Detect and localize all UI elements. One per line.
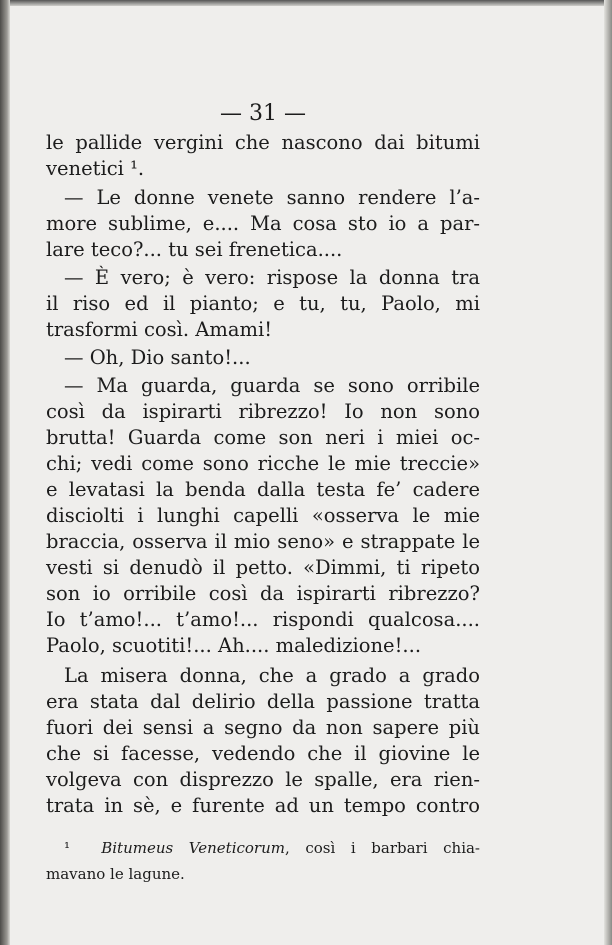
text-line: Io t’amo!... t’amo!... rispondi qualcosa....	[46, 608, 480, 631]
text-line: trasformi così. Amami!	[46, 318, 273, 341]
text-line: braccia, osserva il mio seno» e strappate le	[46, 530, 480, 553]
text-line: venetici ¹.	[46, 157, 145, 180]
footnote-text: , così i barbari chia-	[285, 839, 481, 857]
text-line: La misera donna, che a grado a grado	[64, 664, 480, 687]
text-line: Paolo, scuotiti!... Ah.... maledizione!...	[46, 634, 422, 657]
footnote	[46, 838, 480, 858]
page-top-edge	[0, 0, 612, 6]
text-line: il riso ed il pianto; e tu, tu, Paolo, mi	[46, 292, 480, 315]
text-line: lare teco?... tu sei frenetica....	[46, 238, 343, 261]
text-line: — Ma guarda, guarda se sono orribile	[64, 374, 480, 397]
text-line: trata in sè, e furente ad un tempo contro	[46, 794, 480, 817]
text-line: fuori dei sensi a segno da non sapere più	[46, 716, 480, 739]
text-line: che si facesse, vedendo che il giovine le	[46, 742, 480, 765]
footnote-marker: ¹	[64, 839, 71, 857]
text-line: così da ispirarti ribrezzo! Io non sono	[46, 400, 480, 423]
text-line: brutta! Guarda come son neri i miei oc-	[46, 426, 480, 449]
page-number: — 31 —	[220, 101, 306, 126]
text-line: son io orribile così da ispirarti ribrezzo?	[46, 582, 480, 605]
text-line: chi; vedi come sono ricche le mie treccie»	[46, 452, 480, 475]
text-line: volgeva con disprezzo le spalle, era rien-	[46, 768, 480, 791]
text-line: vesti si denudò il petto. «Dimmi, ti ripeto	[46, 556, 480, 579]
page-right-edge	[604, 0, 612, 945]
text-line: — Oh, Dio santo!...	[64, 346, 251, 369]
footnote-italic-term: Bitumeus Veneticorum	[101, 839, 285, 857]
text-line: — Le donne venete sanno rendere l’a-	[64, 186, 480, 209]
text-line: era stata dal delirio della passione tratta	[46, 690, 480, 713]
text-line: disciolti i lunghi capelli «osserva le mie	[46, 504, 480, 527]
text-line: le pallide vergini che nascono dai bitumi	[46, 131, 480, 154]
footnote-continuation: mavano le lagune.	[46, 865, 185, 883]
text-line: e levatasi la benda dalla testa fe’ cadere	[46, 478, 480, 501]
text-line: — È vero; è vero: rispose la donna tra	[64, 266, 480, 289]
book-binding-shadow	[0, 0, 10, 945]
text-line: more sublime, e.... Ma cosa sto io a par-	[46, 212, 480, 235]
